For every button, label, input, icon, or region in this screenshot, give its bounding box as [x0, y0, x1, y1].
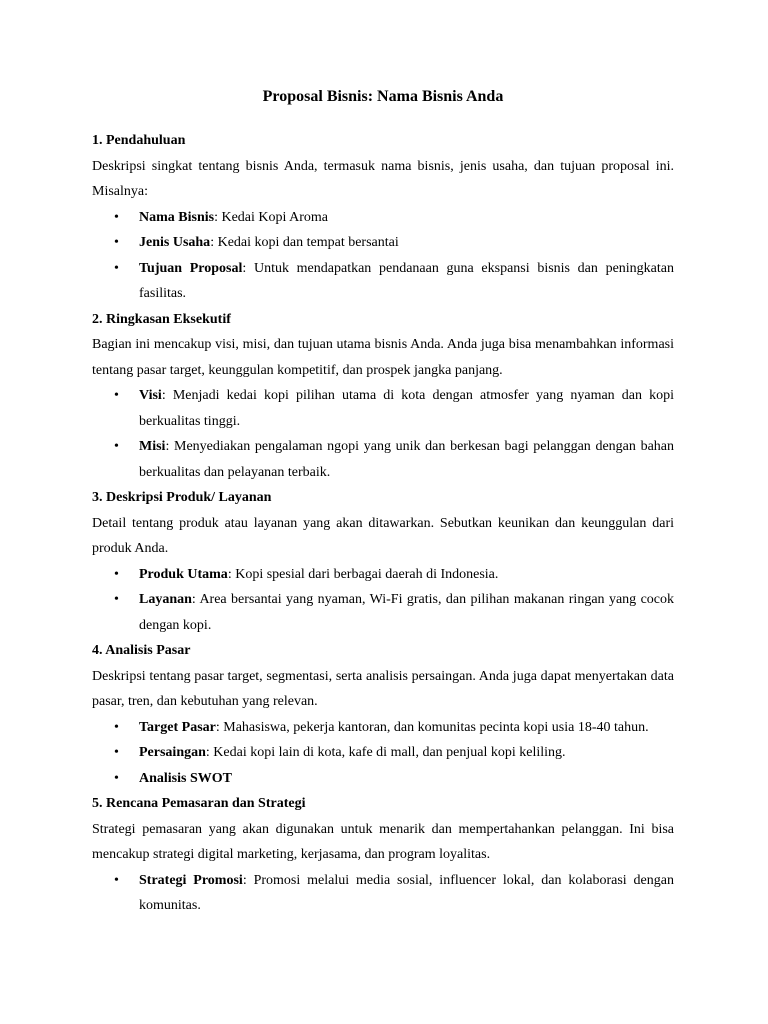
section-paragraph: Deskripsi singkat tentang bisnis Anda, termasuk nama bisnis, jenis usaha, dan tujuan proposal ini. Misalnya: [92, 158, 674, 199]
section-paragraph: Strategi pemasaran yang akan digunakan untuk menarik dan mempertahankan pelanggan. Ini bisa mencakup strategi digital marketing, kerjasama, dan program loyalitas. [92, 821, 674, 862]
item-term: Visi [139, 388, 162, 403]
list-item [92, 230, 674, 256]
item-text: : Untuk mendapatkan pendanaan guna ekspansi bisnis dan peningkatan fasilitas. [139, 260, 674, 301]
section-paragraph: Deskripsi tentang pasar target, segmentasi, serta analisis persaingan. Anda juga dapat menyertakan data pasar, tren, dan kebutuhan yang relevan. [92, 668, 674, 709]
section-paragraph: Detail tentang produk atau layanan yang akan ditawarkan. Sebutkan keunikan dan keunggulan dari produk Anda. [92, 515, 674, 556]
list-item [92, 434, 674, 485]
bullet-icon: • [114, 872, 119, 888]
section-heading: 1. Pendahuluan [92, 133, 186, 148]
section-heading: 5. Rencana Pemasaran dan Strategi [92, 796, 306, 811]
item-text: : Promosi melalui media sosial, influencer lokal, dan kolaborasi dengan komunitas. [139, 872, 674, 913]
list-item [92, 740, 674, 766]
bullet-list [92, 383, 674, 485]
section-2 [92, 307, 674, 486]
bullet-icon: • [114, 235, 119, 250]
item-term: Persaingan [139, 745, 206, 760]
item-text: : Kedai Kopi Aroma [214, 209, 328, 225]
list-item [92, 205, 674, 231]
list-item [92, 562, 674, 588]
section-paragraph: Bagian ini mencakup visi, misi, dan tujuan utama bisnis Anda. Anda juga bisa menambahkan informasi tentang pasar target, keunggulan kompetitif, dan prospek jangka panjang. [92, 337, 674, 378]
item-text: : Area bersantai yang nyaman, Wi-Fi gratis, dan pilihan makanan ringan yang cocok dengan kopi. [139, 592, 674, 633]
section-heading: 4. Analisis Pasar [92, 643, 191, 658]
bullet-icon: • [114, 719, 119, 735]
bullet-list [92, 715, 674, 792]
list-item [92, 256, 674, 307]
item-text: : Menjadi kedai kopi pilihan utama di kota dengan atmosfer yang nyaman dan kopi berkualitas tinggi. [139, 388, 674, 429]
list-item [92, 715, 674, 741]
bullet-list [92, 868, 674, 919]
item-term: Analisis SWOT [139, 770, 232, 786]
item-term: Tujuan Proposal [139, 260, 243, 276]
section-heading: 3. Deskripsi Produk/ Layanan [92, 490, 272, 505]
item-text: : Kedai kopi lain di kota, kafe di mall, dan penjual kopi keliling. [205, 745, 566, 760]
item-term: Produk Utama [139, 566, 228, 582]
document-title: Proposal Bisnis: Nama Bisnis Anda [262, 88, 504, 105]
bullet-icon: • [114, 592, 119, 607]
bullet-icon: • [114, 566, 119, 582]
section-5 [92, 791, 674, 919]
section-1 [92, 128, 674, 307]
bullet-list [92, 205, 674, 307]
list-item [92, 868, 674, 919]
bullet-icon: • [114, 209, 119, 225]
item-term: Layanan [139, 592, 192, 607]
section-heading: 2. Ringkasan Eksekutif [92, 311, 231, 327]
bullet-list [92, 562, 674, 639]
bullet-icon: • [114, 745, 119, 760]
item-term: Misi [139, 439, 166, 454]
list-item [92, 587, 674, 638]
section-4 [92, 638, 674, 791]
bullet-icon: • [114, 260, 119, 276]
bullet-icon: • [114, 388, 119, 403]
list-item [92, 383, 674, 434]
document-body [92, 85, 674, 919]
sections-container [92, 128, 674, 919]
item-term: Nama Bisnis [139, 209, 215, 225]
item-text: : Kopi spesial dari berbagai daerah di Indonesia. [227, 566, 499, 582]
list-item [92, 766, 674, 792]
section-3 [92, 485, 674, 638]
bullet-icon: • [114, 439, 119, 454]
item-text: : Mahasiswa, pekerja kantoran, dan komunitas pecinta kopi usia 18-40 tahun. [215, 719, 649, 735]
item-text: : Kedai kopi dan tempat bersantai [210, 235, 399, 250]
item-term: Strategi Promosi [139, 872, 243, 888]
item-term: Target Pasar [139, 719, 216, 735]
item-text: : Menyediakan pengalaman ngopi yang unik dan berkesan bagi pelanggan dengan bahan berkualitas dan pelayanan terbaik. [139, 439, 674, 480]
item-term: Jenis Usaha [139, 235, 211, 250]
bullet-icon: • [114, 770, 119, 786]
